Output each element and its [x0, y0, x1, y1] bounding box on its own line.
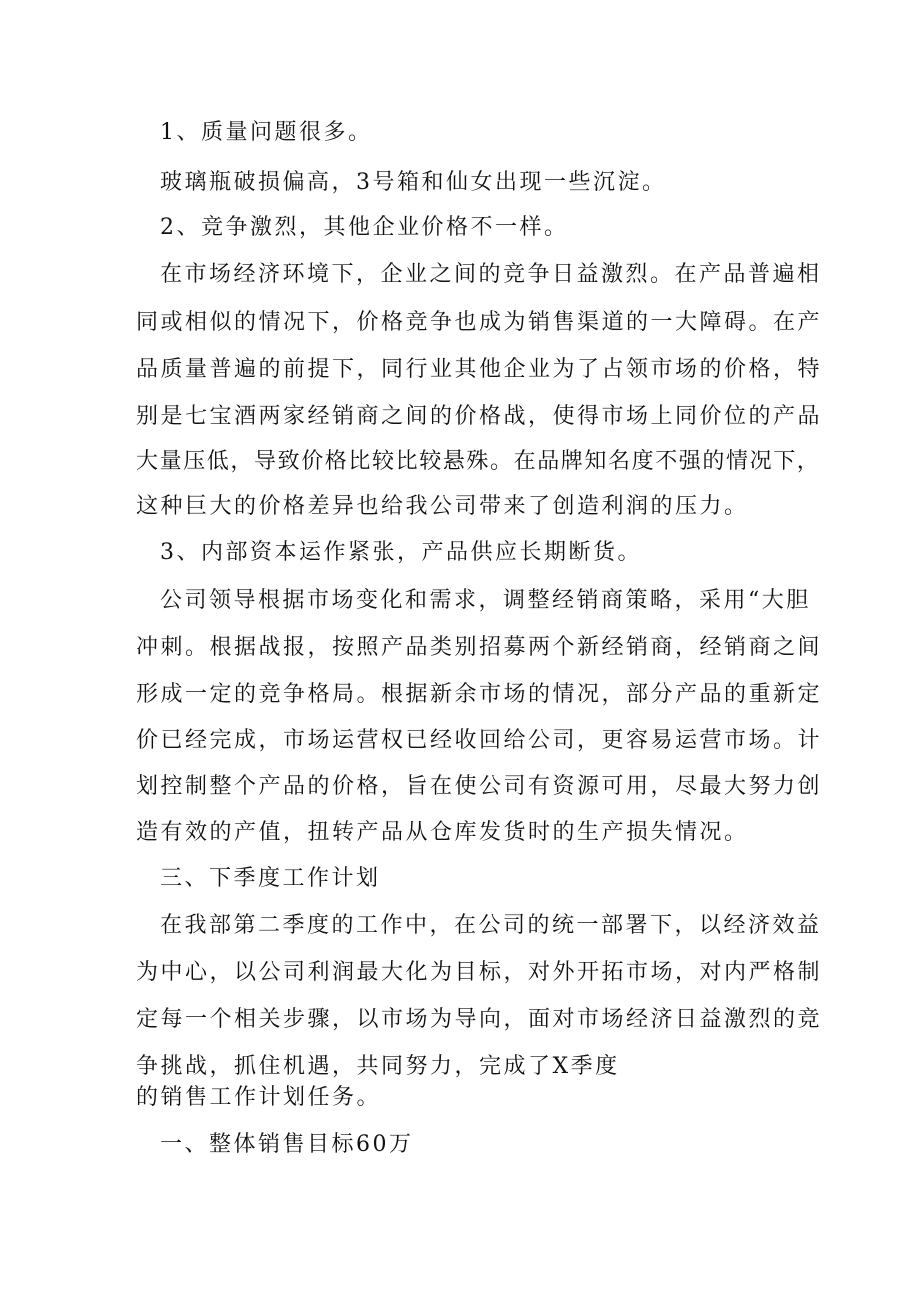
text-line-18: 为中心，以公司利润最大化为目标，对外开拓市场，对内严格制: [136, 960, 823, 985]
text-line-1: 1、质量问题很多。: [160, 120, 373, 145]
text-line-21: 的销售工作计划任务。: [136, 1085, 382, 1110]
text-line-10: 3、内部资本运作紧张，产品供应长期断货。: [160, 540, 642, 565]
text-line-6: 品质量普遍的前提下，同行业其他企业为了占领市场的价格，特: [136, 357, 823, 382]
text-line-13: 形成一定的竞争格局。根据新余市场的情况，部分产品的重新定: [136, 682, 823, 707]
text-line-20: 争挑战，抓住机遇，共同努力，完成了X季度: [136, 1054, 620, 1079]
text-line-2: 玻璃瓶破损偏高，3号箱和仙女出现一些沉淀。: [160, 170, 667, 195]
text-line-4: 在市场经济环境下，企业之间的竞争日益激烈。在产品普遍相: [160, 262, 822, 287]
text-line-11: 公司领导根据市场变化和需求，调整经销商策略，采用“大胆: [160, 588, 811, 613]
text-line-9: 这种巨大的价格差异也给我公司带来了创造利润的压力。: [136, 494, 749, 519]
text-line-3: 2、竞争激烈，其他企业价格不一样。: [160, 215, 569, 240]
text-line-15: 划控制整个产品的价格，旨在使公司有资源可用，尽最大努力创: [136, 774, 823, 799]
text-line-16: 造有效的产值，扭转产品从仓库发货时的生产损失情况。: [136, 820, 749, 845]
text-line-14: 价已经完成，市场运营权已经收回给公司，更容易运营市场。计: [136, 728, 823, 753]
text-line-19: 定每一个相关步骤，以市场为导向，面对市场经济日益激烈的竞: [136, 1007, 823, 1032]
text-line-8: 大量压低，导致价格比较比较悬殊。在品牌知名度不强的情况下，: [136, 449, 821, 474]
section-heading-target: 一、整体销售目标60万: [160, 1132, 414, 1157]
section-heading-plan: 三、下季度工作计划: [160, 866, 381, 891]
text-line-7: 别是七宝酒两家经销商之间的价格战，使得市场上同价位的产品: [136, 404, 823, 429]
text-line-12: 冲刺。根据战报，按照产品类别招募两个新经销商，经销商之间: [136, 635, 823, 660]
text-line-17: 在我部第二季度的工作中，在公司的统一部署下，以经济效益: [160, 913, 822, 938]
text-line-5: 同或相似的情况下，价格竞争也成为销售渠道的一大障碍。在产: [136, 310, 823, 335]
